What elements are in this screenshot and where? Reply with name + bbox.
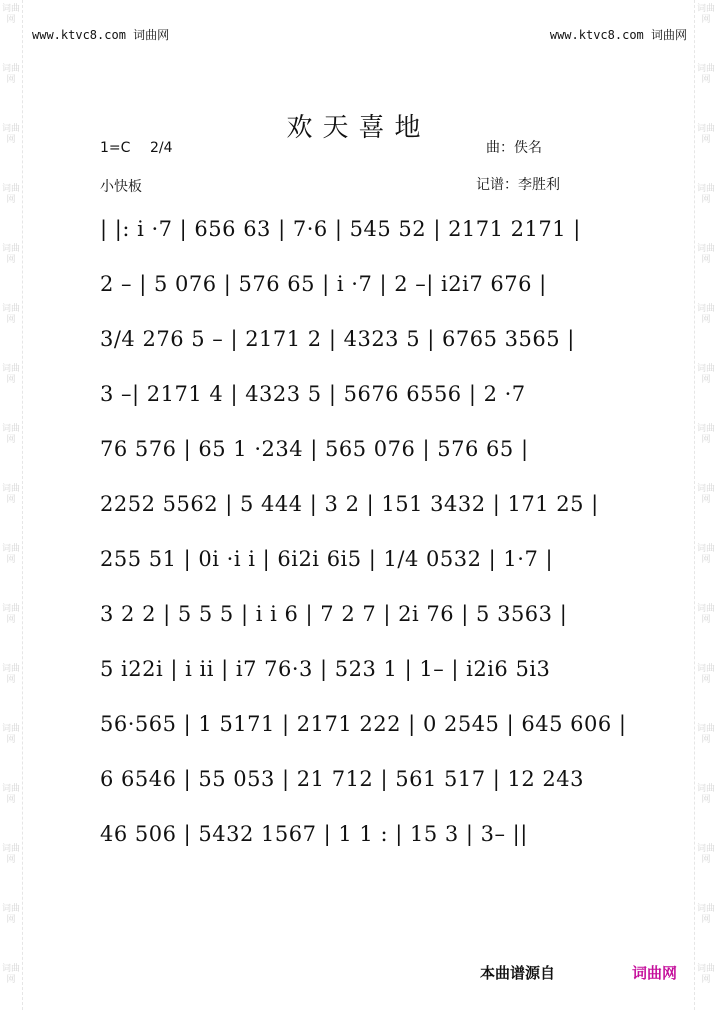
score-line-3: 3/4 276 5 – | 2171 2 | 4323 5 | 6765 3565 | <box>100 327 575 351</box>
site-url-right: www.ktvc8.com 词曲网 <box>549 28 687 42</box>
key-signature: 1=C <box>100 140 131 156</box>
score-line-10: 56·565 | 1 5171 | 2171 222 | 0 2545 | 645 606 | <box>100 712 627 736</box>
score-line-5: 76 576 | 65 1 ·234 | 565 076 | 576 65 | <box>100 437 529 461</box>
footer-site-link[interactable]: 词曲网 <box>632 964 678 982</box>
score-line-2: 2 – | 5 076 | 576 65 | i ·7 | 2 –| i2i7 676 | <box>100 272 547 296</box>
score-line-11: 6 6546 | 55 053 | 21 712 | 561 517 | 12 243 <box>100 767 584 791</box>
score-line-7: 255 51 | 0i ·i i | 6i2i 6i5 | 1/4 0532 | 1·7 | <box>100 547 554 571</box>
tempo-marking: 小快板 <box>100 179 142 195</box>
score-line-6: 2252 5562 | 5 444 | 3 2 | 151 3432 | 171 25 | <box>100 492 599 516</box>
score-line-8: 3 2 2 | 5 5 5 | i i 6 | 7 2 7 | 2i 76 | 5 3563 | <box>100 602 568 626</box>
footer-source-label: 本曲谱源自 <box>480 964 556 982</box>
left-watermark-strip: 词曲网 词曲网 词曲网 词曲网 词曲网 词曲网 词曲网 词曲网 词曲网 词曲网 词曲网 词曲网 词曲网 词曲网 词曲网 词曲网 词曲网 <box>0 0 23 1010</box>
score-line-4: 3 –| 2171 4 | 4323 5 | 5676 6556 | 2 ·7 <box>100 382 526 406</box>
score-line-1: | |: i ·7 | 656 63 | 7·6 | 545 52 | 2171 2171 | <box>100 217 581 241</box>
right-watermark-strip: 词曲网 词曲网 词曲网 词曲网 词曲网 词曲网 词曲网 词曲网 词曲网 词曲网 词曲网 词曲网 词曲网 词曲网 词曲网 词曲网 词曲网 <box>694 0 717 1010</box>
score-line-9: 5 i22i | i ii | i7 76·3 | 523 1 | 1– | i2i6 5i3 <box>100 657 551 681</box>
score-line-12: 46 506 | 5432 1567 | 1 1 : | 15 3 | 3– || <box>100 822 528 846</box>
composer: 曲：佚名 <box>486 140 542 156</box>
site-url-left: www.ktvc8.com 词曲网 <box>32 28 170 42</box>
time-signature: 2/4 <box>150 140 173 156</box>
transcriber: 记谱：李胜利 <box>476 177 560 193</box>
song-title: 欢天喜地 <box>286 113 431 144</box>
